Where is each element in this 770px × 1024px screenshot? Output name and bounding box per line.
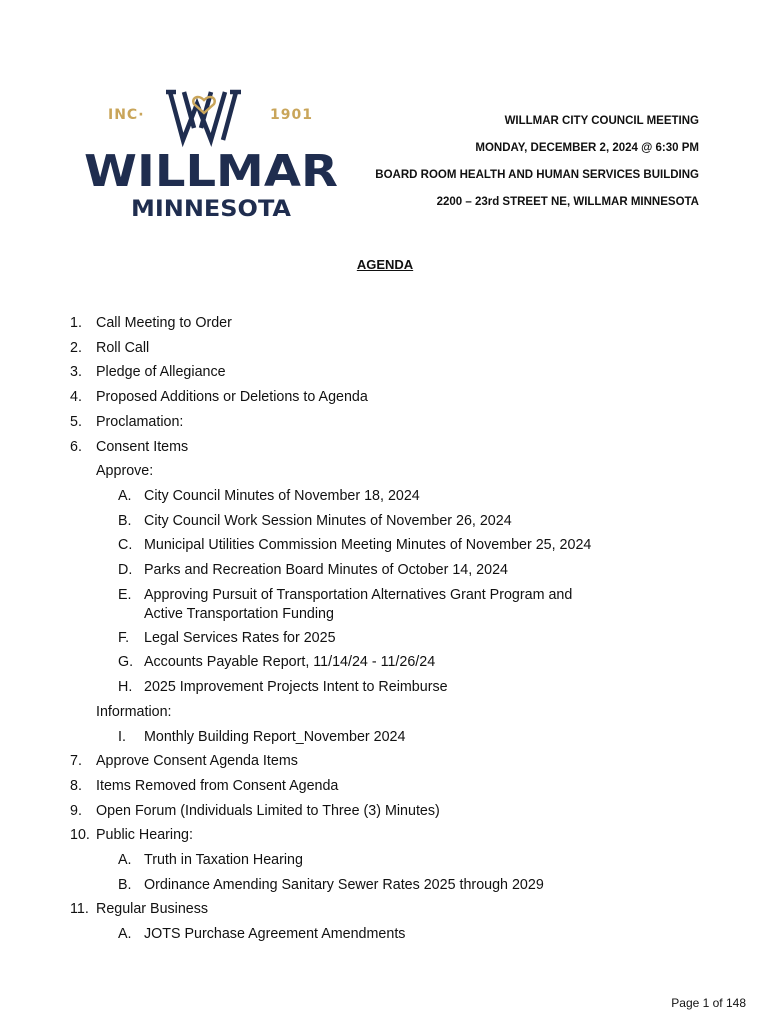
information-label: Information: (96, 703, 172, 720)
item-number: 3. (70, 364, 82, 381)
agenda-item-5 (70, 410, 710, 435)
item-number: 11. (70, 901, 89, 918)
item-letter: B. (118, 876, 132, 893)
meeting-location: BOARD ROOM HEALTH AND HUMAN SERVICES BUILDING (375, 169, 699, 181)
agenda-item-2 (70, 336, 710, 361)
consent-item-d (70, 558, 710, 583)
item-text: Parks and Recreation Board Minutes of October 14, 2024 (144, 562, 508, 579)
agenda-item-8 (70, 774, 710, 799)
consent-item-a (70, 484, 710, 509)
consent-item-b (70, 509, 710, 534)
item-text: 2025 Improvement Projects Intent to Reimburse (144, 679, 448, 696)
item-number: 4. (70, 389, 82, 406)
item-text: Approve Consent Agenda Items (96, 753, 298, 770)
item-letter: G. (118, 654, 134, 671)
agenda-item-11 (70, 897, 710, 922)
public-hearing-item-b (70, 873, 710, 898)
logo-city-text: WILLMAR (84, 146, 338, 197)
item-letter: I. (118, 728, 126, 745)
logo-inc-text: INC· (108, 107, 145, 123)
item-letter: D. (118, 562, 133, 579)
item-text: Roll Call (96, 339, 150, 356)
consent-item-e (70, 583, 710, 626)
regular-business-item-a (70, 922, 710, 947)
consent-item-c (70, 533, 710, 558)
item-text: City Council Work Session Minutes of November 26, 2024 (144, 512, 512, 529)
meeting-address: 2200 – 23rd STREET NE, WILLMAR MINNESOTA (436, 196, 699, 208)
item-text: City Council Minutes of November 18, 2024 (144, 487, 420, 504)
item-letter: C. (118, 537, 133, 554)
agenda-item-4 (70, 385, 710, 410)
item-letter: E. (118, 586, 132, 603)
item-number: 6. (70, 438, 82, 455)
meeting-header (375, 108, 699, 216)
item-number: 5. (70, 413, 82, 430)
item-text: Open Forum (Individuals Limited to Three (3) Minutes) (96, 802, 440, 819)
item-letter: B. (118, 512, 132, 529)
item-number: 9. (70, 802, 82, 819)
item-number: 10. (70, 827, 90, 844)
item-text: Monthly Building Report_November 2024 (144, 728, 406, 745)
item-text: Consent Items (96, 438, 189, 455)
item-text: Accounts Payable Report, 11/14/24 - 11/26/24 (144, 654, 436, 671)
item-text: Truth in Taxation Hearing (144, 852, 303, 869)
agenda-item-6 (70, 435, 710, 460)
consent-item-g (70, 650, 710, 675)
meeting-title: WILLMAR CITY COUNCIL MEETING (504, 115, 699, 127)
agenda-list (70, 311, 710, 947)
agenda-heading: AGENDA (356, 257, 414, 272)
approve-label: Approve: (96, 463, 154, 480)
agenda-item-3 (70, 360, 710, 385)
item-text: Municipal Utilities Commission Meeting Minutes of November 25, 2024 (144, 537, 592, 554)
agenda-item-10 (70, 823, 710, 848)
page-number: Page 1 of 148 (671, 996, 746, 1010)
meeting-datetime: MONDAY, DECEMBER 2, 2024 @ 6:30 PM (475, 142, 699, 154)
agenda-item-9 (70, 799, 710, 824)
item-letter: H. (118, 679, 133, 696)
item-text: Regular Business (96, 901, 209, 918)
item-text: Proposed Additions or Deletions to Agenda (96, 389, 368, 406)
item-text: Ordinance Amending Sanitary Sewer Rates 2025 through 2029 (144, 876, 544, 893)
item-letter: A. (118, 852, 132, 869)
item-number: 1. (70, 315, 82, 331)
item-number: 7. (70, 753, 82, 770)
item-text: Approving Pursuit of Transportation Alternatives Grant Program and Active Transportation Funding (144, 586, 573, 622)
item-number: 8. (70, 777, 82, 794)
consent-item-h (70, 675, 710, 700)
information-item-i (70, 725, 710, 750)
item-text: Call Meeting to Order (96, 315, 232, 331)
public-hearing-item-a (70, 848, 710, 873)
agenda-item-1 (70, 311, 710, 336)
item-text: Pledge of Allegiance (96, 364, 226, 381)
agenda-item-7 (70, 749, 710, 774)
item-text: Proclamation: (96, 413, 184, 430)
item-text: JOTS Purchase Agreement Amendments (144, 926, 406, 943)
logo-year-text: 1901 (270, 107, 313, 123)
item-text: Items Removed from Consent Agenda (96, 777, 339, 794)
consent-item-f (70, 626, 710, 651)
item-number: 2. (70, 339, 82, 356)
item-text: Legal Services Rates for 2025 (144, 629, 336, 646)
item-letter: A. (118, 487, 132, 504)
logo-state-text: MINNESOTA (131, 197, 291, 220)
willmar-logo (84, 84, 340, 220)
item-text: Public Hearing: (96, 827, 193, 844)
item-letter: A. (118, 926, 132, 943)
item-letter: F. (118, 629, 130, 646)
